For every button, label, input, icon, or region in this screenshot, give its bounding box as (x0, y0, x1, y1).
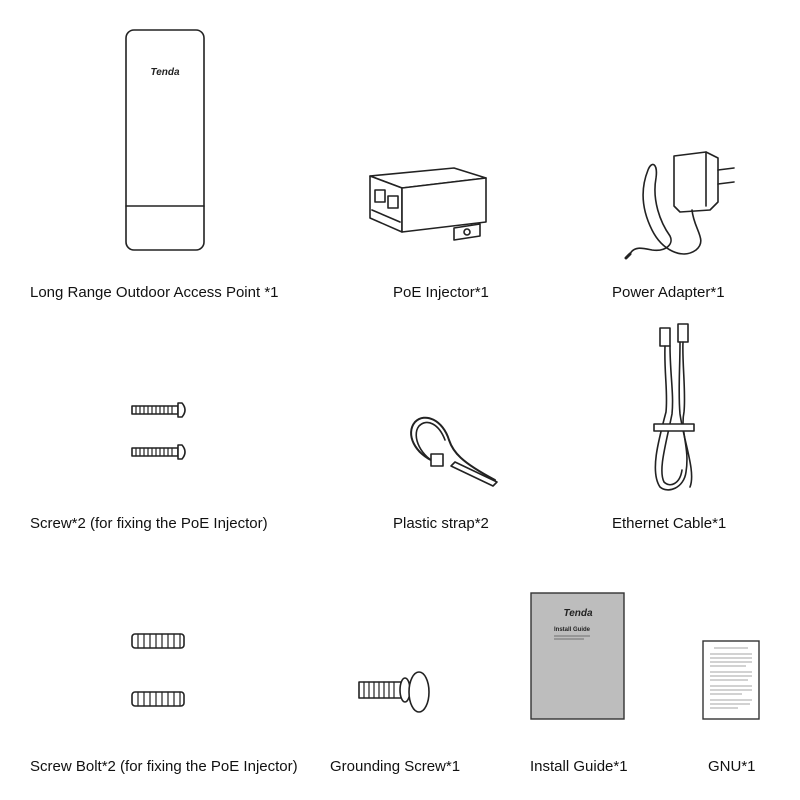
install-guide-label: Install Guide*1 (530, 758, 628, 775)
screws-label: Screw*2 (for fixing the PoE Injector) (30, 515, 268, 532)
gnu-label: GNU*1 (708, 758, 756, 775)
screw-bolt-1 (132, 634, 184, 648)
plastic-strap-drawing (405, 410, 500, 485)
gnu-document-illustration (702, 640, 760, 720)
gnu-document-drawing (702, 640, 760, 720)
power-adapter-illustration (622, 150, 747, 260)
plastic-strap-illustration (405, 410, 500, 485)
screws-drawing (128, 400, 198, 462)
install-guide-cover-title: Install Guide (554, 627, 591, 633)
ethernet-cable-drawing (640, 322, 715, 494)
install-guide-illustration (530, 592, 625, 720)
grounding-screw-label: Grounding Screw*1 (330, 758, 461, 775)
power-adapter-label: Power Adapter*1 (612, 284, 725, 301)
power-adapter-drawing (622, 150, 747, 260)
screw-1 (132, 403, 185, 417)
screw-bolt-2 (132, 692, 184, 706)
screw-bolts-label: Screw Bolt*2 (for fixing the PoE Injector) (30, 758, 298, 775)
install-guide-brand-logo: Tenda (563, 608, 593, 619)
access-point-brand-logo: Tenda (150, 67, 180, 78)
grounding-screw-illustration (355, 668, 435, 718)
screw-bolts-illustration (128, 630, 198, 712)
screw-bolts-drawing (128, 630, 198, 712)
poe-injector-illustration (362, 160, 497, 255)
access-point-drawing (120, 28, 210, 253)
poe-injector-drawing (362, 160, 497, 255)
grounding-screw-drawing (355, 668, 435, 718)
poe-injector-label: PoE Injector*1 (393, 284, 489, 301)
screws-illustration (128, 400, 198, 462)
ethernet-cable-label: Ethernet Cable*1 (612, 515, 727, 532)
screw-2 (132, 445, 185, 459)
access-point-label: Long Range Outdoor Access Point *1 (30, 284, 279, 301)
plastic-strap-label: Plastic strap*2 (393, 515, 489, 532)
install-guide-drawing (530, 592, 625, 720)
access-point-illustration (120, 28, 210, 253)
ethernet-cable-illustration (640, 322, 715, 494)
